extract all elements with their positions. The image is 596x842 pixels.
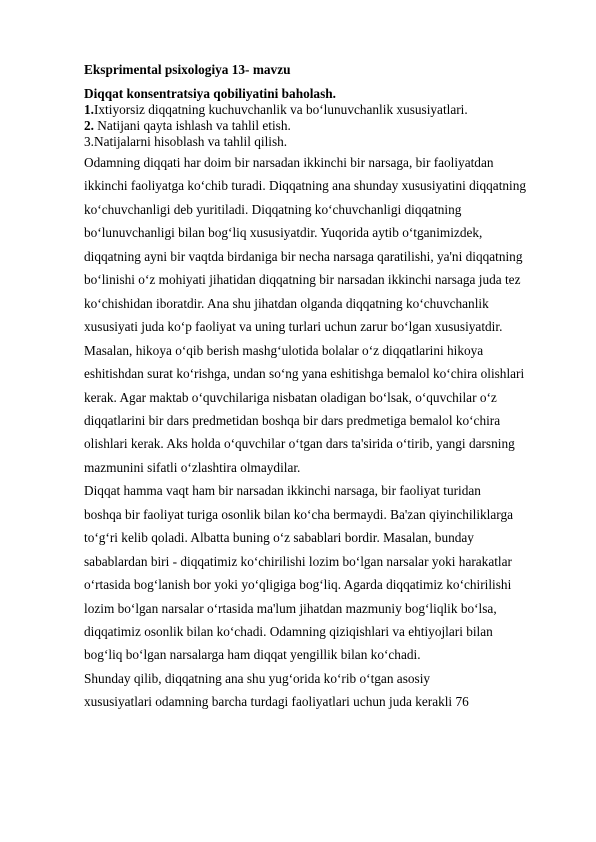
body-line: Diqqat hamma vaqt ham bir narsadan ikkinchi narsaga, bir faoliyat turidan (84, 483, 481, 499)
task-number: 1. (84, 102, 94, 117)
document-title: Eksprimental psixologiya 13- mavzu (84, 62, 291, 77)
task-text: 3.Natijalarni hisoblash va tahlil qilish. (84, 134, 288, 149)
body-line: kerak. Agar maktab o‘quvchilariga nisbatan oladigan bo‘lsak, o‘quvchilar o‘z (84, 389, 497, 405)
body-line: ko‘chishidan iboratdir. Ana shu jihatdan olganda diqqatning ko‘chuvchanlik (84, 295, 489, 311)
body-line: bog‘liq bo‘lgan narsalarga ham diqqat yengillik bilan ko‘chadi. (84, 647, 421, 663)
task-item-2 (84, 118, 291, 134)
section-heading: Diqqat konsentratsiya qobiliyatini baholash. (84, 86, 336, 101)
body-line: to‘g‘ri kelib qoladi. Albatta buning o‘z sabablari bordir. Masalan, bunday (84, 530, 474, 546)
body-line: Shunday qilib, diqqatning ana shu yug‘orida ko‘rib o‘tgan asosiy (84, 670, 431, 686)
task-item-3 (84, 134, 287, 150)
body-line: Odamning diqqati har doim bir narsadan ikkinchi bir narsaga, bir faoliyatdan (84, 155, 494, 170)
body-line: xususiyatlari odamning barcha turdagi faoliyatlari uchun juda kerakli 76 (84, 694, 469, 710)
body-line: olishlari kerak. Aks holda o‘quvchilar o‘tgan dars ta'sirida o‘tirib, yangi darsning (84, 436, 515, 452)
body-line: mazmunini sifatli o‘zlashtira olmaydilar. (84, 459, 301, 475)
body-line: sabablardan biri - diqqatimiz ko‘chirilishi lozim bo‘lgan narsalar yoki harakatlar (84, 553, 512, 569)
task-number: 2. (84, 118, 94, 133)
body-line: Masalan, hikoya o‘qib berish mashg‘ulotida bolalar o‘z diqqatlarini hikoya (84, 342, 484, 358)
body-line: ko‘chuvchanligi deb yuritiladi. Diqqatning ko‘chuvchanligi diqqatning (84, 201, 462, 217)
task-text: Natijani qayta ishlash va tahlil etish. (93, 118, 291, 133)
task-text: Ixtiyorsiz diqqatning kuchuvchanlik va bo‘lunuvchanlik xususiyatlari. (93, 102, 468, 117)
body-line: diqqatning ayni bir vaqtda birdaniga bir necha narsaga qaratilishi, ya'ni diqqatning (84, 248, 523, 264)
body-line: diqqatimiz osonlik bilan ko‘chadi. Odamning qiziqishlari va ehtiyojlari bilan (84, 624, 493, 639)
body-line: diqqatlarini bir dars predmetidan boshqa bir dars predmetiga bemalol ko‘chira (84, 412, 501, 428)
task-item-1 (84, 102, 468, 118)
body-line: boshqa bir faoliyat turiga osonlik bilan ko‘cha bermaydi. Ba'zan qiyinchiliklarga (84, 506, 514, 522)
body-line: bo‘linishi o‘z mohiyati jihatidan diqqatning bir narsadan ikkinchi narsaga juda tez (84, 272, 521, 288)
body-line: lozim bo‘lgan narsalar o‘rtasida ma'lum jihatdan mazmuniy bog‘liqlik bo‘lsa, (84, 600, 497, 616)
body-line: eshitishdan surat ko‘rishga, undan so‘ng yana eshitishga bemalol ko‘chira olishlari (84, 366, 525, 382)
body-line: xususiyati juda ko‘p faoliyat va uning turlari uchun zarur bo‘lgan xususiyatdir. (84, 319, 503, 335)
body-line: bo‘lunuvchanligi bilan bog‘liq xususiyatdir. Yuqorida aytib o‘tganimizdek, (84, 225, 483, 241)
body-line: ikkinchi faoliyatga ko‘chib turadi. Diqqatning ana shunday xususiyatini diqqatning (84, 178, 527, 194)
body-line: o‘rtasida bog‘lanish bor yoki yo‘qligiga bog‘liq. Agarda diqqatimiz ko‘chirilishi (84, 577, 512, 593)
